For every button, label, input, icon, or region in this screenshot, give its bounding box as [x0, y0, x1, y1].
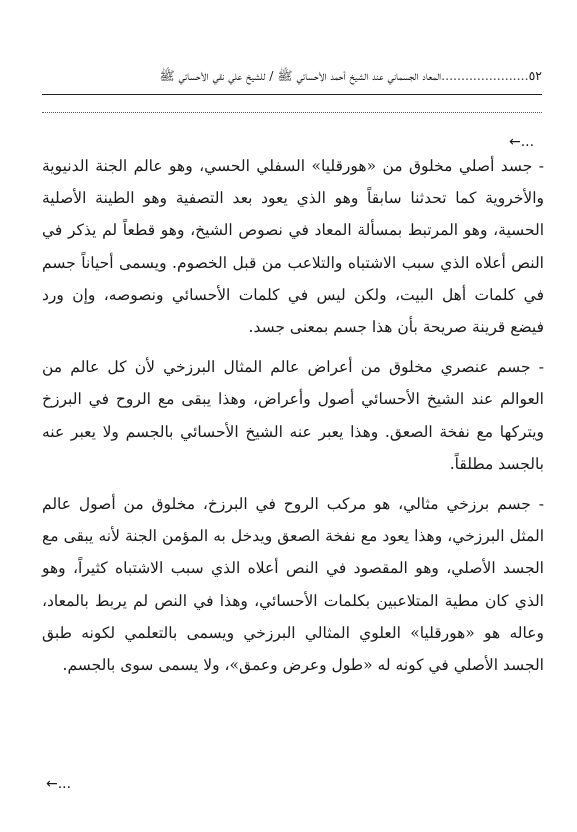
- page-number: ٥٢: [528, 68, 542, 83]
- paragraph-barzakh-body: - جسم برزخي مثالي، هو مركب الروح في البرزخ، مخلوق من أصول عالم المثل البرزخي، وهذا يعود مع نفخة الصعق ويدخل به المؤمن الجنة لأنه يبقى مع الجسد الأصلي، وهو المقصود في النص أعلاه الذي سبب الاشتباه كثيراً، وهو الذي كان مطية المتلاعبين بكلمات الأحسائي، وهذا في النص لم يربط بالمعاد، وعاله هو «هورقليا» العلوي المثالي البرزخي ويسمى بالتعلمي لكونه طبق الجسد الأصلي في كونه له «طول وعرض وعمق»، ولا يسمى سوى بالجسم.: [42, 495, 544, 675]
- continuation-arrow-top: ←...: [509, 134, 535, 150]
- footnote-dotted-line: [42, 112, 542, 121]
- header-dot-leader: ......................: [441, 68, 529, 83]
- header-rule: [42, 94, 542, 95]
- header-title: المعاد الجسماني عند الشيخ أحمد الأحسائي ﷺ / للشيخ علي نقي الأحسائي ﷺ: [159, 68, 442, 83]
- continuation-arrow-bottom: ←...: [46, 776, 72, 792]
- paragraph-elemental-body: - جسم عنصري مخلوق من أعراض عالم المثال البرزخي لأن كل عالم من العوالم عند الشيخ الأحسائي أصول وأعراض، وهذا يبقى مع الروح في البرزخ ويتركها مع نفخة الصعق. وهذا يعبر عنه الشيخ الأحسائي بالجسم ولا يعبر عنه بالجسد مطلقاً.: [42, 358, 544, 473]
- page-body: [42, 150, 544, 681]
- running-header: [42, 64, 542, 88]
- paragraph-original-body: - جسد أصلي مخلوق من «هورقليا» السفلي الحسي، وهو عالم الجنة الدنيوية والأخروية كما تحدثنا سابقاً وهو الذي يعود بعد التصفية وهو الطينة الأصلية الحسية، وهو المرتبط بمسألة المعاد في نصوص الشيخ، وهو قطعاً لم يذكر في النص أعلاه الذي سبب الاشتباه والتلاعب من قبل الخصوم. ويسمى أحياناً جسم في كلمات أهل البيت، ولكن ليس في كلمات الأحسائي ونصوصه، وإن ورد فيضع قرينة صريحة بأن هذا جسم بمعنى جسد.: [42, 157, 544, 337]
